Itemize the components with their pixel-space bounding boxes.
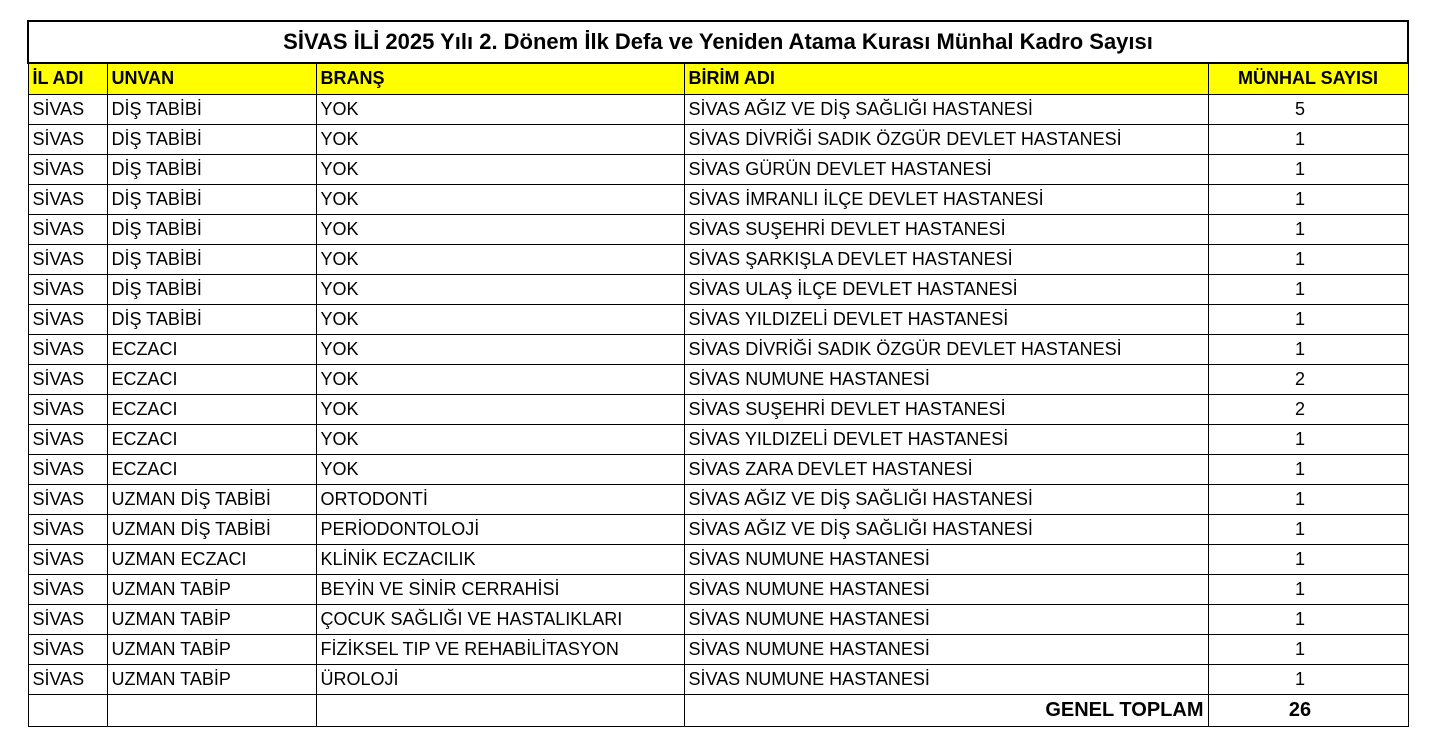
table-row <box>28 394 1408 424</box>
table-row <box>28 124 1408 154</box>
header-unvan: UNVAN <box>107 63 316 94</box>
table-row <box>28 154 1408 184</box>
cell-brans: YOK <box>316 154 684 184</box>
cell-unvan: UZMAN TABİP <box>107 574 316 604</box>
cell-il-adi: SİVAS <box>28 544 107 574</box>
cell-brans: FİZİKSEL TIP VE REHABİLİTASYON <box>316 634 684 664</box>
cell-munhal-sayisi: 1 <box>1208 424 1408 454</box>
cell-munhal-sayisi: 1 <box>1208 274 1408 304</box>
cell-munhal-sayisi: 1 <box>1208 484 1408 514</box>
cell-birim-adi: SİVAS AĞIZ VE DİŞ SAĞLIĞI HASTANESİ <box>684 484 1208 514</box>
cell-birim-adi: SİVAS NUMUNE HASTANESİ <box>684 364 1208 394</box>
table-row <box>28 604 1408 634</box>
cell-unvan: UZMAN TABİP <box>107 604 316 634</box>
cell-birim-adi: SİVAS ŞARKIŞLA DEVLET HASTANESİ <box>684 244 1208 274</box>
cell-il-adi: SİVAS <box>28 604 107 634</box>
cell-il-adi: SİVAS <box>28 154 107 184</box>
table-row <box>28 484 1408 514</box>
cell-brans: ÇOCUK SAĞLIĞI VE HASTALIKLARI <box>316 604 684 634</box>
cell-unvan: DİŞ TABİBİ <box>107 154 316 184</box>
cell-munhal-sayisi: 2 <box>1208 364 1408 394</box>
table-row <box>28 664 1408 694</box>
cell-il-adi: SİVAS <box>28 94 107 124</box>
cell-il-adi: SİVAS <box>28 424 107 454</box>
cell-il-adi: SİVAS <box>28 334 107 364</box>
cell-unvan: DİŞ TABİBİ <box>107 94 316 124</box>
cell-brans: YOK <box>316 424 684 454</box>
total-label: GENEL TOPLAM <box>684 694 1208 726</box>
cell-il-adi: SİVAS <box>28 394 107 424</box>
vacancy-table <box>27 20 1409 727</box>
cell-unvan: ECZACI <box>107 424 316 454</box>
cell-unvan: UZMAN DİŞ TABİBİ <box>107 484 316 514</box>
cell-unvan: ECZACI <box>107 454 316 484</box>
cell-brans: YOK <box>316 124 684 154</box>
cell-brans: YOK <box>316 334 684 364</box>
cell-brans: BEYİN VE SİNİR CERRAHİSİ <box>316 574 684 604</box>
table-row <box>28 304 1408 334</box>
header-il-adi: İL ADI <box>28 63 107 94</box>
table-row <box>28 544 1408 574</box>
cell-brans: YOK <box>316 214 684 244</box>
cell-munhal-sayisi: 1 <box>1208 244 1408 274</box>
cell-il-adi: SİVAS <box>28 364 107 394</box>
table-row <box>28 274 1408 304</box>
cell-unvan: UZMAN TABİP <box>107 664 316 694</box>
total-value: 26 <box>1208 694 1408 726</box>
cell-unvan: DİŞ TABİBİ <box>107 184 316 214</box>
header-munhal-sayisi: MÜNHAL SAYISI <box>1208 63 1408 94</box>
cell-birim-adi: SİVAS NUMUNE HASTANESİ <box>684 664 1208 694</box>
cell-il-adi: SİVAS <box>28 124 107 154</box>
cell-munhal-sayisi: 1 <box>1208 124 1408 154</box>
table-row <box>28 244 1408 274</box>
cell-unvan: DİŞ TABİBİ <box>107 214 316 244</box>
cell-birim-adi: SİVAS ZARA DEVLET HASTANESİ <box>684 454 1208 484</box>
cell-brans: YOK <box>316 364 684 394</box>
cell-il-adi: SİVAS <box>28 514 107 544</box>
table-row <box>28 454 1408 484</box>
cell-unvan: UZMAN ECZACI <box>107 544 316 574</box>
cell-munhal-sayisi: 1 <box>1208 334 1408 364</box>
cell-il-adi: SİVAS <box>28 634 107 664</box>
cell-munhal-sayisi: 1 <box>1208 604 1408 634</box>
cell-munhal-sayisi: 1 <box>1208 514 1408 544</box>
cell-il-adi: SİVAS <box>28 214 107 244</box>
cell-il-adi: SİVAS <box>28 304 107 334</box>
cell-munhal-sayisi: 1 <box>1208 454 1408 484</box>
table-row <box>28 634 1408 664</box>
total-empty-cell <box>107 694 316 726</box>
cell-il-adi: SİVAS <box>28 574 107 604</box>
cell-il-adi: SİVAS <box>28 484 107 514</box>
cell-birim-adi: SİVAS YILDIZELİ DEVLET HASTANESİ <box>684 304 1208 334</box>
table-body <box>28 94 1408 694</box>
cell-munhal-sayisi: 1 <box>1208 544 1408 574</box>
cell-brans: YOK <box>316 244 684 274</box>
cell-unvan: UZMAN TABİP <box>107 634 316 664</box>
cell-unvan: DİŞ TABİBİ <box>107 304 316 334</box>
cell-munhal-sayisi: 1 <box>1208 574 1408 604</box>
cell-birim-adi: SİVAS İMRANLI İLÇE DEVLET HASTANESİ <box>684 184 1208 214</box>
cell-brans: YOK <box>316 394 684 424</box>
table-title: SİVAS İLİ 2025 Yılı 2. Dönem İlk Defa ve Yeniden Atama Kurası Münhal Kadro Sayısı <box>28 21 1408 63</box>
header-birim-adi: BİRİM ADI <box>684 63 1208 94</box>
cell-unvan: ECZACI <box>107 394 316 424</box>
cell-birim-adi: SİVAS SUŞEHRİ DEVLET HASTANESİ <box>684 214 1208 244</box>
table-row <box>28 364 1408 394</box>
cell-brans: ORTODONTİ <box>316 484 684 514</box>
cell-unvan: DİŞ TABİBİ <box>107 274 316 304</box>
cell-birim-adi: SİVAS AĞIZ VE DİŞ SAĞLIĞI HASTANESİ <box>684 514 1208 544</box>
table-row <box>28 514 1408 544</box>
cell-birim-adi: SİVAS DİVRİĞİ SADIK ÖZGÜR DEVLET HASTANESİ <box>684 334 1208 364</box>
cell-birim-adi: SİVAS YILDIZELİ DEVLET HASTANESİ <box>684 424 1208 454</box>
cell-il-adi: SİVAS <box>28 244 107 274</box>
cell-munhal-sayisi: 2 <box>1208 394 1408 424</box>
cell-unvan: ECZACI <box>107 364 316 394</box>
cell-brans: ÜROLOJİ <box>316 664 684 694</box>
cell-il-adi: SİVAS <box>28 184 107 214</box>
cell-munhal-sayisi: 1 <box>1208 184 1408 214</box>
cell-birim-adi: SİVAS AĞIZ VE DİŞ SAĞLIĞI HASTANESİ <box>684 94 1208 124</box>
cell-birim-adi: SİVAS NUMUNE HASTANESİ <box>684 604 1208 634</box>
cell-birim-adi: SİVAS SUŞEHRİ DEVLET HASTANESİ <box>684 394 1208 424</box>
table-row <box>28 334 1408 364</box>
cell-unvan: ECZACI <box>107 334 316 364</box>
cell-brans: YOK <box>316 94 684 124</box>
cell-birim-adi: SİVAS NUMUNE HASTANESİ <box>684 544 1208 574</box>
cell-brans: KLİNİK ECZACILIK <box>316 544 684 574</box>
cell-brans: PERİODONTOLOJİ <box>316 514 684 544</box>
cell-brans: YOK <box>316 274 684 304</box>
cell-unvan: UZMAN DİŞ TABİBİ <box>107 514 316 544</box>
cell-unvan: DİŞ TABİBİ <box>107 124 316 154</box>
header-row <box>28 63 1408 94</box>
table-row <box>28 574 1408 604</box>
total-empty-cell <box>316 694 684 726</box>
table-row <box>28 184 1408 214</box>
cell-brans: YOK <box>316 184 684 214</box>
table-row <box>28 424 1408 454</box>
cell-brans: YOK <box>316 304 684 334</box>
header-brans: BRANŞ <box>316 63 684 94</box>
cell-birim-adi: SİVAS ULAŞ İLÇE DEVLET HASTANESİ <box>684 274 1208 304</box>
cell-il-adi: SİVAS <box>28 664 107 694</box>
cell-unvan: DİŞ TABİBİ <box>107 244 316 274</box>
table-row <box>28 94 1408 124</box>
table-row <box>28 214 1408 244</box>
cell-munhal-sayisi: 1 <box>1208 214 1408 244</box>
total-row <box>28 694 1408 726</box>
cell-munhal-sayisi: 1 <box>1208 154 1408 184</box>
total-empty-cell <box>28 694 107 726</box>
cell-birim-adi: SİVAS NUMUNE HASTANESİ <box>684 574 1208 604</box>
cell-munhal-sayisi: 1 <box>1208 664 1408 694</box>
cell-brans: YOK <box>316 454 684 484</box>
cell-munhal-sayisi: 1 <box>1208 634 1408 664</box>
cell-birim-adi: SİVAS DİVRİĞİ SADIK ÖZGÜR DEVLET HASTANESİ <box>684 124 1208 154</box>
cell-il-adi: SİVAS <box>28 274 107 304</box>
cell-birim-adi: SİVAS NUMUNE HASTANESİ <box>684 634 1208 664</box>
cell-il-adi: SİVAS <box>28 454 107 484</box>
cell-munhal-sayisi: 1 <box>1208 304 1408 334</box>
cell-birim-adi: SİVAS GÜRÜN DEVLET HASTANESİ <box>684 154 1208 184</box>
cell-munhal-sayisi: 5 <box>1208 94 1408 124</box>
